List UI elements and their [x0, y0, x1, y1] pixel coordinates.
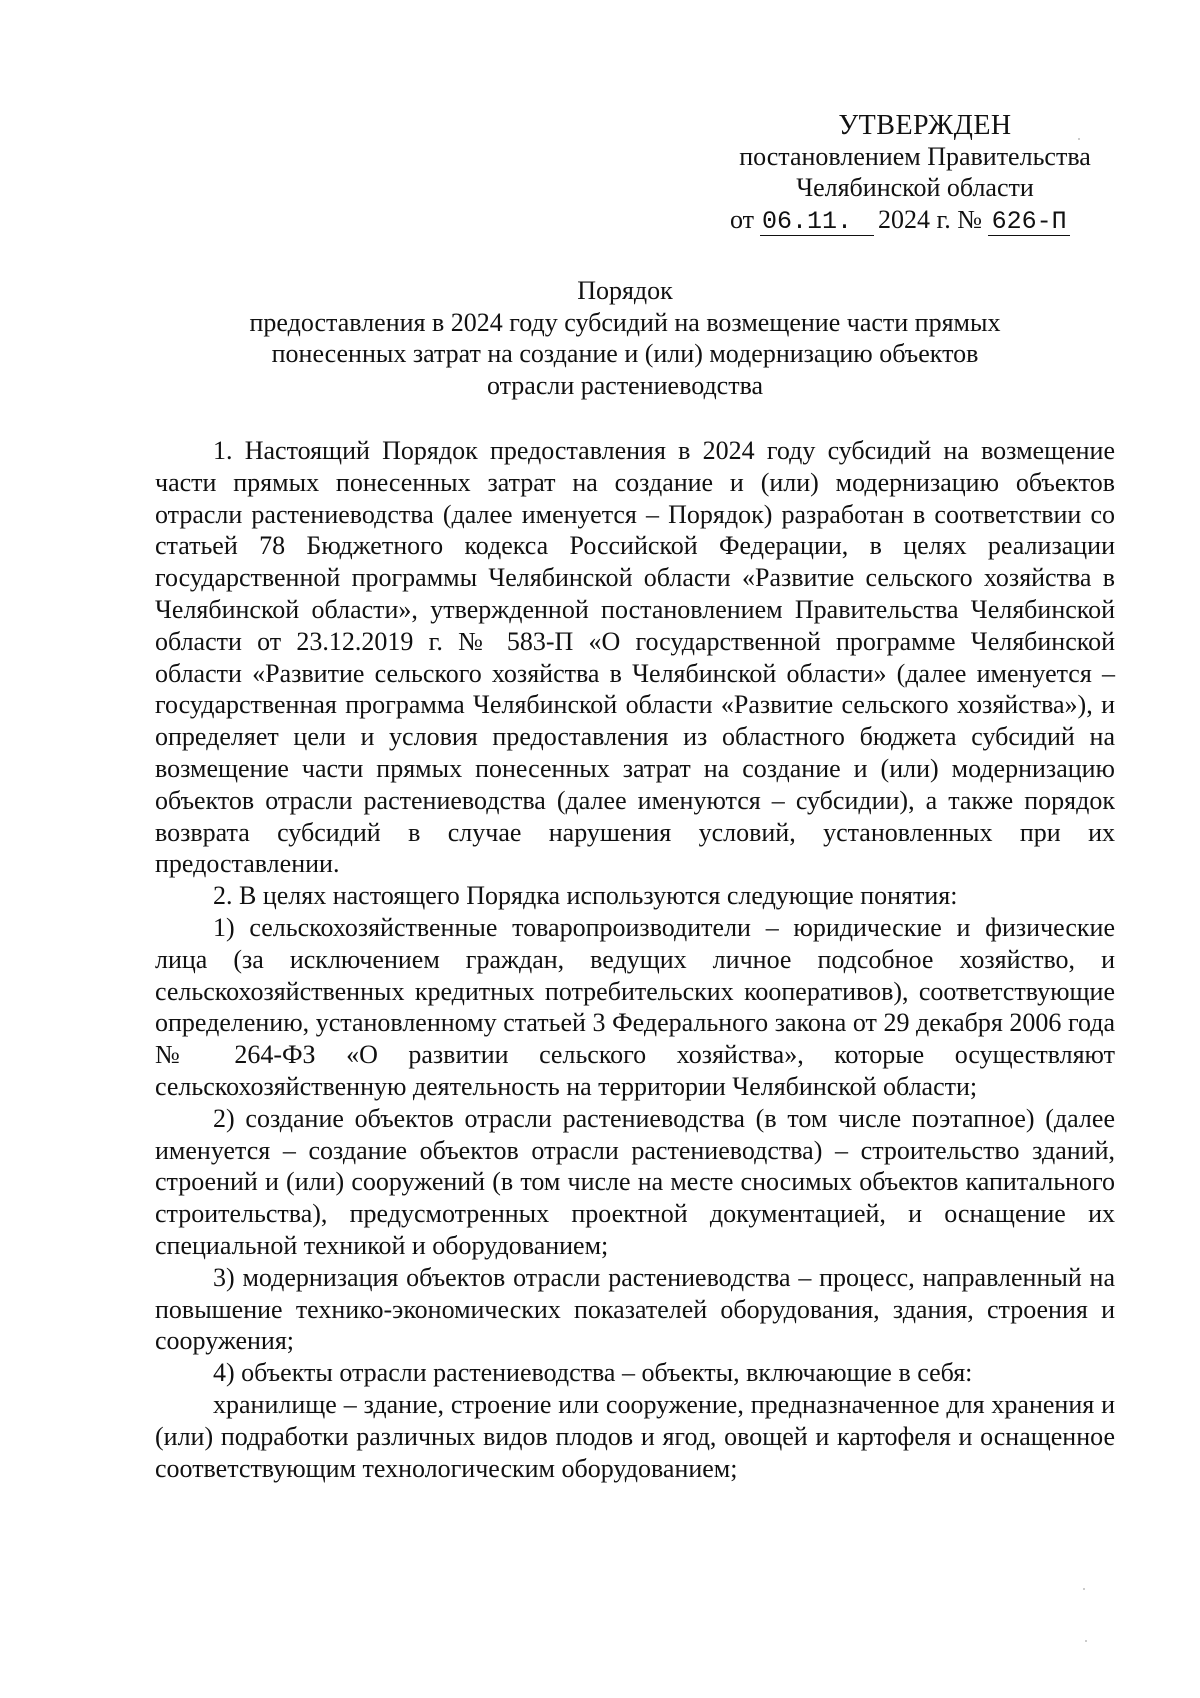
approval-title: УТВЕРЖДЕН: [838, 110, 1012, 141]
document-title: [140, 275, 1110, 401]
definition-4: 4) объекты отрасли растениеводства – объекты, включающие в себя:: [213, 1358, 973, 1388]
scan-speck: [1085, 1640, 1087, 1642]
title-line-3: отрасли растениеводства: [486, 370, 764, 400]
title-line-2: понесенных затрат на создание и (или) модернизацию объектов: [271, 339, 979, 368]
date-prefix: от: [730, 205, 755, 234]
definition-storage: хранилище – здание, строение или сооружение, предназначенное для хранения и (или) подработки различных видов плодов и ягод, овощей и картофеля и оснащенное соответствующим технологическим оборудованием;: [155, 1389, 1115, 1483]
paragraph-2: 2. В целях настоящего Порядка используются следующие понятия:: [213, 881, 958, 911]
approval-block: [720, 110, 1110, 236]
approval-date-line: [720, 204, 1110, 236]
document-body: [155, 435, 1115, 1484]
scan-speck: [1078, 138, 1080, 140]
approval-line-2: Челябинской области: [796, 173, 1034, 202]
scan-speck: [1083, 1588, 1085, 1590]
definition-1: 1) сельскохозяйственные товаропроизводители – юридические и физические лица (за исключением граждан, ведущих личное подсобное хозяйство, и сельскохозяйственных кредитных потребительских кооперативов), соответствующие определению, установленному статьей 3 Федерального закона от 29 декабря 2006 года № 264-ФЗ «О развитии сельского хозяйства», которые осуществляют сельскохозяйственную деятельность на территории Челябинской области;: [155, 912, 1115, 1101]
definition-3: 3) модернизация объектов отрасли растениеводства – процесс, направленный на повышение технико-экономических показателей оборудования, здания, строения и сооружения;: [155, 1262, 1115, 1356]
date-value: 06.11.: [760, 209, 874, 236]
title-line-1: предоставления в 2024 году субсидий на возмещение части прямых: [249, 307, 1001, 337]
paragraph-1: 1. Настоящий Порядок предоставления в 2024 году субсидий на возмещение части прямых понесенных затрат на создание и (или) модернизацию объектов отрасли растениеводства (далее именуется – Порядок) разработан в соответствии со статьей 78 Бюджетного кодекса Российской Федерации, в целях реализации государственной программы Челябинской области «Развитие сельского хозяйства в Челябинской области», утвержденной постановлением Правительства Челябинской области от 23.12.2019 г. № 583-П «О государственной программе Челябинской области «Развитие сельского хозяйства в Челябинской области» (далее именуется – государственная программа Челябинской области «Развитие сельского хозяйства»), и определяет цели и условия предоставления из областного бюджета субсидий на возмещение части прямых понесенных затрат на создание и (или) модернизацию объектов отрасли растениеводства (далее именуются – субсидии), а также порядок возврата субсидий в случае нарушения условий, установленных при их предоставлении.: [155, 436, 1115, 879]
year-text: 2024 г. №: [878, 205, 983, 234]
resolution-number: 626-П: [988, 209, 1070, 236]
definition-2: 2) создание объектов отрасли растениеводства (в том числе поэтапное) (далее именуется – создание объектов отрасли растениеводства) – строительство зданий, строений и (или) сооружений (в том числе на месте сносимых объектов капитального строительства), предусмотренных проектной документацией, и оснащение их специальной техникой и оборудованием;: [155, 1103, 1115, 1260]
title-heading: Порядок: [577, 276, 673, 305]
approval-line-1: постановлением Правительства: [739, 142, 1091, 171]
